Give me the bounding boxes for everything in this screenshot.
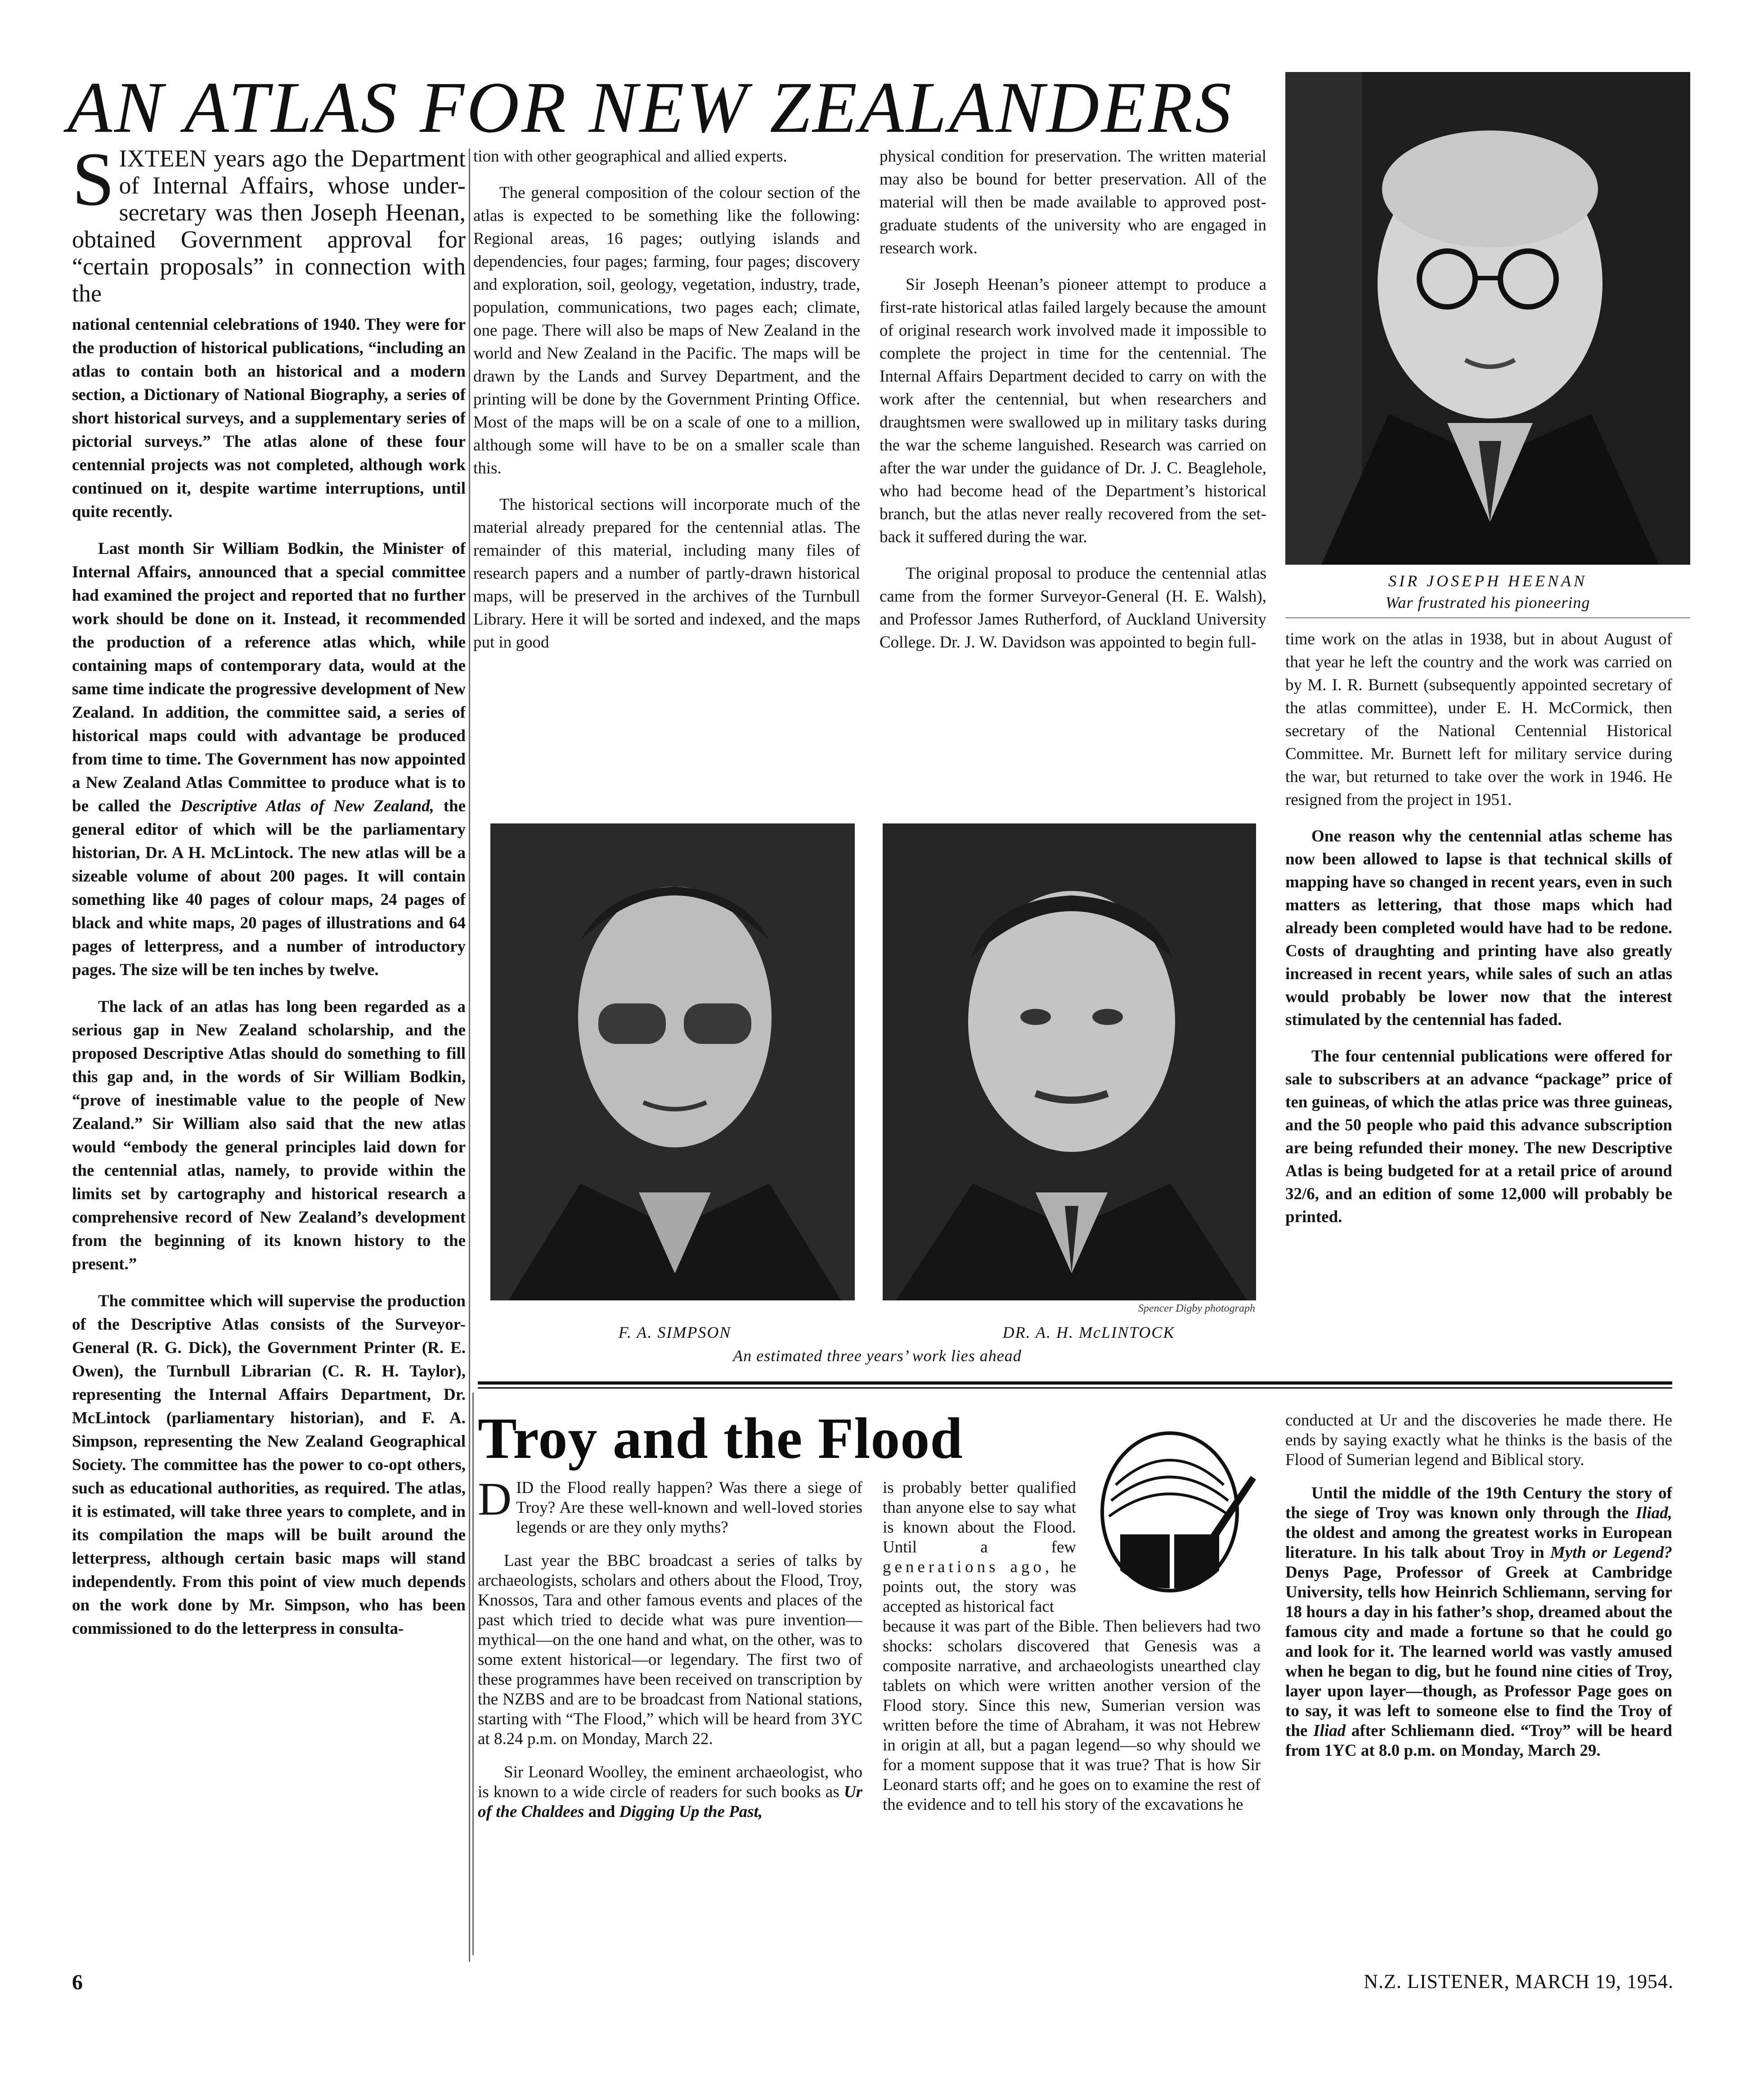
- column-divider: [469, 148, 470, 1962]
- atlas-title-italic: Descriptive Atlas of New Zealand,: [180, 797, 434, 815]
- troy-lead-paragraph: [478, 1478, 862, 1538]
- atlas-paragraph: The four centennial publications were offered for sale to subscribers at an advance “package” price of ten guineas, of which the atlas price was three guineas, and the 50 people who paid this advance subscription are being refunded their money. The new Descriptive Atlas is being budgeted for at a retail price of around 32/6, and an edition of some 12,000 will probably be printed.: [1285, 1047, 1672, 1226]
- photo-credit: Spencer Digby photograph: [1138, 1303, 1255, 1314]
- atlas-paragraph: time work on the atlas in 1938, but in about August of that year he left the country and the work was carried on by M. I. R. Burnett (subsequently appointed secretary of the atlas committee), under E. H. McCormick, then secretary of the National Centennial Historical Committee. Mr. Burnett left for military service during the war, but returned to take over the work in 1946. He resigned from the project in 1951.: [1285, 630, 1672, 809]
- mclintock-portrait-image: [883, 823, 1256, 1300]
- troy-column-divider: [472, 1393, 474, 1955]
- troy-paragraph-text: Until the middle of the 19th Century the story of the siege of Troy was known only through the: [1285, 1484, 1672, 1522]
- troy-work-title: Myth or Legend?: [1550, 1543, 1672, 1562]
- troy-work-title: Iliad,: [1635, 1504, 1672, 1522]
- troy-paragraph-text: the oldest and among the greatest works in European literature. In his talk about Troy in: [1285, 1524, 1672, 1562]
- troy-lead-text: ID the Flood really happen? Was there a siege of Troy? Are these well-known and well-loved stories legends or are they only myths?: [516, 1479, 862, 1537]
- heenan-portrait: [1285, 72, 1690, 565]
- troy-paragraph: [478, 1763, 862, 1822]
- heenan-caption-rule: [1285, 617, 1690, 618]
- section-rule-top: [478, 1381, 1672, 1385]
- troy-column-3: [1285, 1411, 1672, 1969]
- page-number: 6: [72, 1970, 83, 1994]
- heenan-subcaption: War frustrated his pioneering: [1385, 594, 1590, 612]
- troy-paragraph: because it was part of the Bible. Then believers had two shocks: scholars discovered that Genesis was a composite narrative, and archaeologists unearthed clay tablets on which were written another version of the Flood story. Since this new, Sumerian version was written before the time of Abraham, it was not Hebrew in origin at all, but a pagan legend—so why should we for a moment suppose that it was true? That is how Sir Leonard starts off; and he goes on to examine the rest of the evidence and to tell his story of the excavations he: [883, 1617, 1261, 1814]
- atlas-column-2: [473, 145, 860, 804]
- atlas-paragraph: The lack of an atlas has long been regarded as a serious gap in New Zealand scholarship, and the proposed Descriptive Atlas should do something to fill this gap and, in the words of Sir William Bodkin, “prove of inestimable value to the people of New Zealand.” Sir William also said that the new atlas would “embody the general principles laid down for the centennial atlas, namely, to provide within the limits set by cartography and historical research a comprehensive record of New Zealand’s development from the beginning of its known history to the present.”: [72, 998, 466, 1273]
- mclintock-name-caption: DR. A. H. McLINTOCK: [1002, 1323, 1175, 1341]
- troy-paragraph-text: after Schliemann died. “Troy” will be heard from 1YC at 8.0 p.m. on Monday, March 29.: [1285, 1722, 1672, 1760]
- atlas-lead-paragraph: [72, 145, 466, 307]
- atlas-headline: AN ATLAS FOR NEW ZEALANDERS: [67, 67, 1234, 148]
- atlas-paragraph: tion with other geographical and allied experts.: [473, 147, 787, 166]
- troy-paragraph: conducted at Ur and the discoveries he made there. He ends by saying exactly what he thinks is the basis of the Flood of Sumerian legend and Biblical story.: [1285, 1411, 1672, 1469]
- atlas-paragraph: Sir Joseph Heenan’s pioneer attempt to produce a first-rate historical atlas failed largely because the amount of original research work involved made it impossible to complete the project in time for the centennial. The Internal Affairs Department decided to carry on with the work after the centennial, but when researchers and draughtsmen were swallowed up in military tasks during the war the scheme languished. Research was carried on after the war under the guidance of Dr. J. C. Beaglehole, who had become head of the Department’s historical branch, but the atlas never really recovered from the set-back it suffered during the war.: [880, 275, 1266, 546]
- troy-column-2: [883, 1478, 1261, 1969]
- troy-drop-cap: D: [478, 1478, 512, 1525]
- atlas-lead-text: IXTEEN years ago the Department of Internal Affairs, whose under-secretary was then Joseph Heenan, obtained Government approval for “certain proposals” in connection with the: [72, 145, 466, 307]
- atlas-drop-cap: S: [72, 145, 115, 221]
- atlas-paragraph: The committee which will supervise the production of the Descriptive Atlas consists of the Surveyor-General (R. G. Dick), the Government Printer (R. E. Owen), the Turnbull Librarian (C. R. H. Taylor), representing the Internal Affairs Department, Dr. McLintock (parliamentary historian), and F. A. Simpson, representing the New Zealand Geographical Society. The committee has the power to co-opt others, such as educational authorities, as required. The atlas, it is estimated, will take three years to complete, and in its compilation the maps will be built around the letterpress, although certain basic maps will stand independently. From this point of view much depends on the work done by Mr. Simpson, who has been commissioned to do the letterpress in consulta-: [72, 1292, 466, 1638]
- masthead-footer: N.Z. LISTENER, MARCH 19, 1954.: [1364, 1970, 1674, 1992]
- troy-paragraph-text: Denys Page, Professor of Greek at Cambridge University, tells how Heinrich Schliemann, serving for 18 hours a day in his father’s shop, dreamed about the famous city and made a fortune so that he could go and look for it. The learned world was vastly amused when he began to dig, but he found nine cities of Troy, layer upon layer—though, as Professor Page goes on to say, it was left to someone else to find the Troy of the: [1285, 1563, 1672, 1740]
- atlas-column-4: [1285, 628, 1672, 1388]
- troy-work-title: Iliad: [1313, 1722, 1346, 1740]
- atlas-paragraph: The historical sections will incorporate much of the material already prepared for the centennial atlas. The remainder of this material, including many files of research papers and a number of partly-drawn historical maps, will be preserved in the archives of the Turnbull Library. Here it will be sorted and indexed, and the maps put in good: [473, 495, 860, 652]
- troy-book-title: Digging Up the Past,: [619, 1803, 763, 1821]
- troy-paragraph-text: Sir Leonard Woolley, the eminent archaeologist, who is known to a wide circle of readers for such books as: [478, 1763, 862, 1801]
- photos-shared-caption: An estimated three years’ work lies ahead: [733, 1347, 1022, 1365]
- troy-wrap-block: [883, 1478, 1076, 1617]
- troy-paragraph-text-spaced: generations ago,: [883, 1558, 1053, 1576]
- atlas-paragraph: The general composition of the colour section of the atlas is expected to be something like the following: Regional areas, 16 pages; outlying islands and dependencies, four pages; farming, four pages; discovery and exploration, soil, geology, vegetation, industry, trade, population, communications, two pages each; climate, one page. There will also be maps of New Zealand in the world and New Zealand in the Pacific. The maps will be drawn by the Lands and Survey Department, and the printing will be done by the Government Printing Office. Most of the maps will be on a scale of one to a million, although some will have to be on a smaller scale than this.: [473, 184, 860, 477]
- simpson-portrait-image: [490, 823, 855, 1300]
- atlas-column-3: [880, 145, 1266, 804]
- atlas-paragraph-text: the general editor of which will be the parliamentary historian, Dr. A H. McLintock. The new atlas will be a sizeable volume of about 200 pages. It will contain something like 40 pages of colour maps, 24 pages of black and white maps, 20 pages of illustrations and 64 pages of letterpress, and a number of introductory pages. The size will be ten inches by twelve.: [72, 797, 466, 979]
- atlas-column-1: [72, 145, 466, 1954]
- troy-paragraph: [1285, 1484, 1672, 1761]
- troy-column-1: [478, 1478, 862, 1969]
- atlas-paragraph: national centennial celebrations of 1940. They were for the production of historical publications, “including an atlas to contain both an historical and a modern section, a Dictionary of National Biography, a series of short historical surveys, and a supplementary series of pictorial surveys.” The atlas alone of these four centennial projects was not completed, although work continued on it, despite wartime interruptions, until quite recently.: [72, 315, 466, 521]
- troy-paragraph: Last year the BBC broadcast a series of talks by archaeologists, scholars and others about the Flood, Troy, Knossos, Tara and other famous events and places of the past which tried to decide what was pure invention—mythical—on the one hand and what, on the other, was to some extent historical—or legendary. The first two of these programmes have been received on transcription by the NZBS and are to be broadcast from National stations, starting with “The Flood,” which will be heard from 3YC at 8.24 p.m. on Monday, March 22.: [478, 1551, 862, 1748]
- atlas-paragraph: [72, 537, 466, 982]
- heenan-name-caption: SIR JOSEPH HEENAN: [1388, 572, 1587, 590]
- section-rule-bottom: [478, 1387, 1672, 1389]
- atlas-paragraph: physical condition for preservation. The written material may also be bound for better preservation. All of the material will then be made available to approved post-graduate students of the university who are engaged in research work.: [880, 147, 1266, 257]
- troy-book-title: Ur of the Chaldees: [478, 1783, 862, 1821]
- mclintock-portrait: [883, 823, 1256, 1300]
- atlas-paragraph-text: Last month Sir William Bodkin, the Minister of Internal Affairs, announced that a special committee had examined the project and reported that no further work should be done on it. Instead, it recommended the production of a reference atlas which, while containing maps of contemporary data, would at the same time indicate the progressive development of New Zealand. In addition, the committee said, a series of historical maps could with advantage be produced from time to time. The Government has now appointed a New Zealand Atlas Committee to produce what is to be called the: [72, 540, 466, 815]
- troy-paragraph-text: he points out, the story was accepted as historical fact: [883, 1558, 1076, 1616]
- heenan-portrait-image: [1285, 72, 1690, 565]
- simpson-portrait: [490, 823, 855, 1300]
- atlas-paragraph: One reason why the centennial atlas scheme has now been allowed to lapse is that technical skills of mapping have so changed in recent years, even in such matters as lettering, that those maps which had already been completed would have had to be redone. Costs of draughting and printing have also greatly increased in recent years, while sales of such an atlas would probably be lower now that the interest stimulated by the centennial has faded.: [1285, 827, 1672, 1029]
- simpson-name-caption: F. A. SIMPSON: [618, 1323, 732, 1341]
- troy-headline: Troy and the Flood: [478, 1406, 963, 1471]
- troy-paragraph-text: is probably better qualified than anyone else to say what is known about the Flood. Until a few: [883, 1479, 1076, 1556]
- atlas-paragraph: The original proposal to produce the centennial atlas came from the former Surveyor-General (H. E. Walsh), and Professor James Rutherford, of Auckland University College. Dr. J. W. Davidson was appointed to begin full-: [880, 564, 1266, 652]
- troy-conjunction: and: [588, 1803, 615, 1821]
